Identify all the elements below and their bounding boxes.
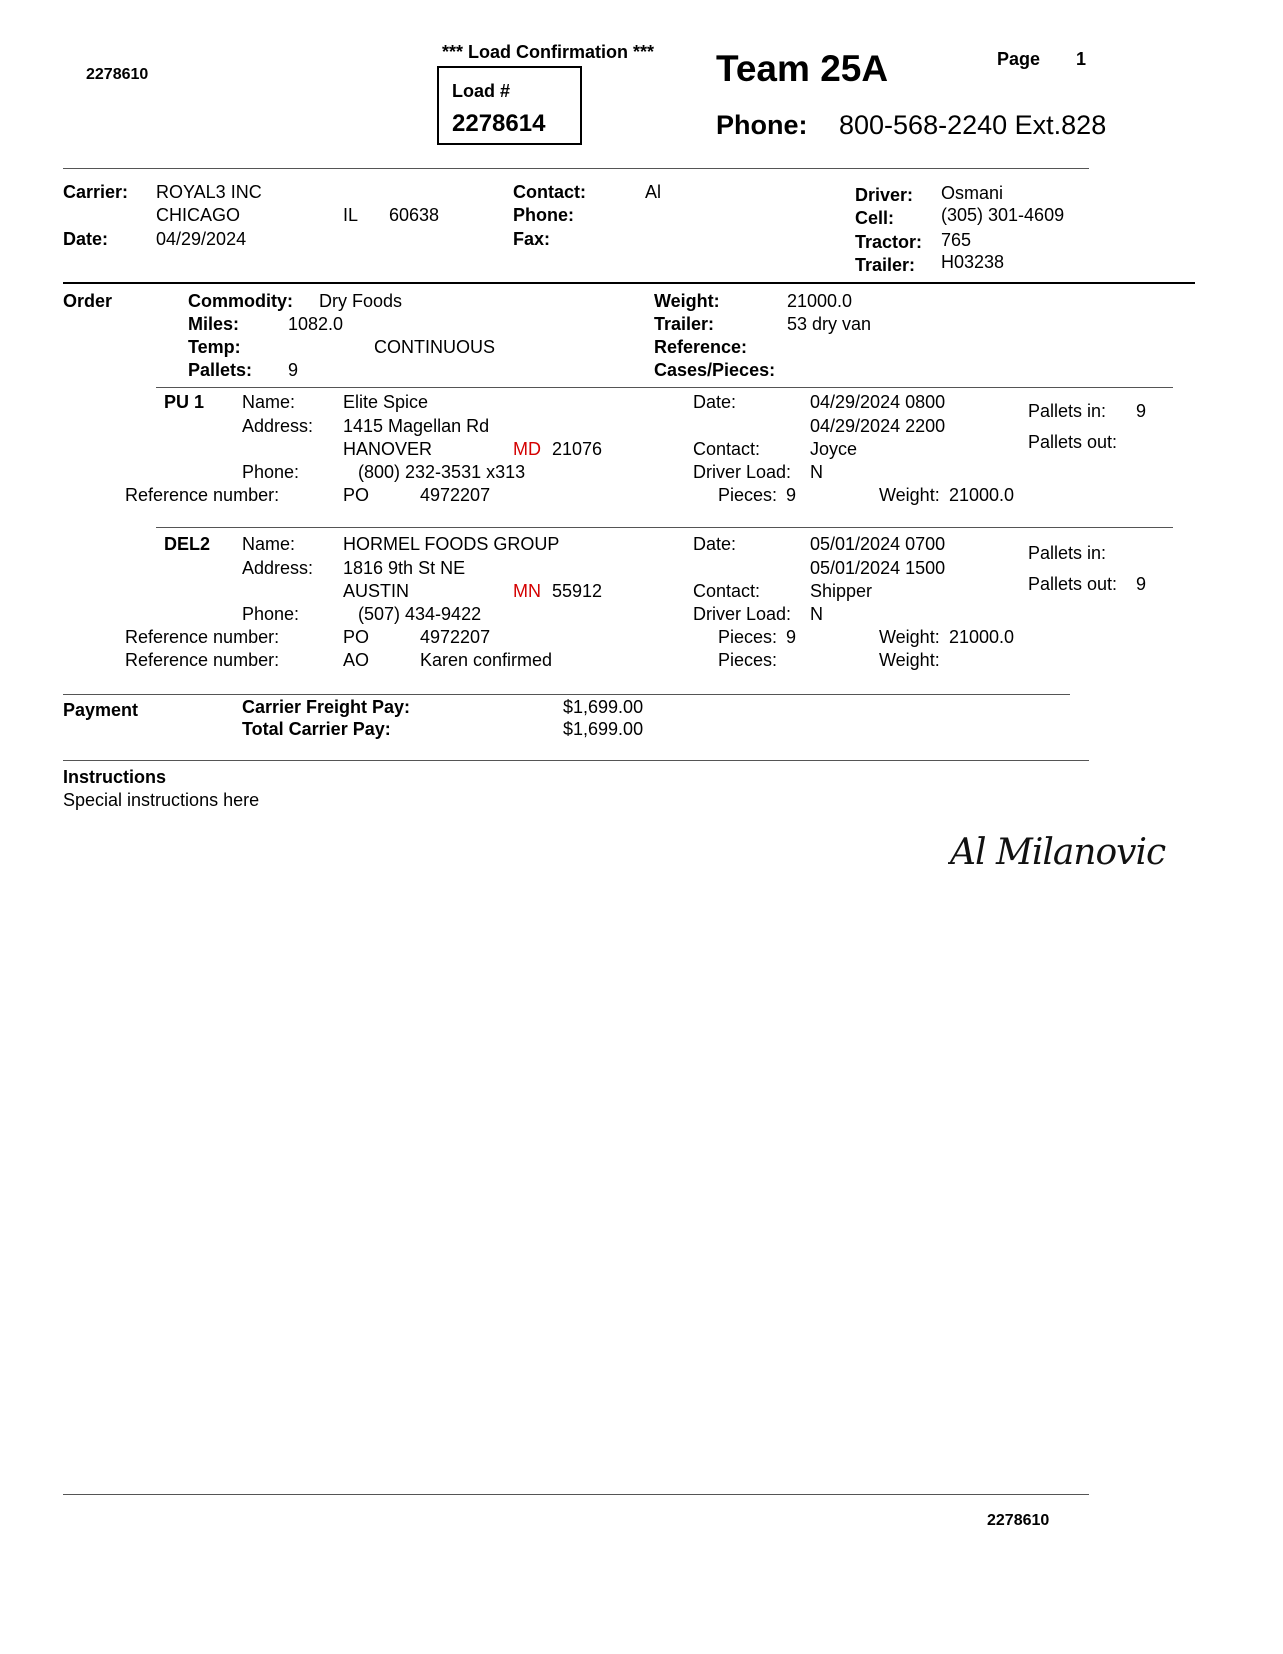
load-number-label: Load # xyxy=(452,81,511,101)
stop-name-label: Name: xyxy=(242,534,296,554)
total-pay: $1,699.00 xyxy=(563,719,644,739)
stop-date-to: 05/01/2024 1500 xyxy=(810,558,946,578)
stop-code: DEL2 xyxy=(164,534,211,554)
load-number: 2278614 xyxy=(452,110,546,137)
pieces-label: Pieces: xyxy=(718,485,778,505)
stop-code: PU 1 xyxy=(164,392,205,412)
stop-address: 1816 9th St NE xyxy=(343,558,466,578)
carrier-state: IL xyxy=(343,205,359,225)
load-number-box xyxy=(437,66,582,145)
driver-load-label: Driver Load: xyxy=(693,604,792,624)
fax-label: Fax: xyxy=(513,229,551,249)
stop-phone: (507) 434-9422 xyxy=(358,604,482,624)
stop-name: HORMEL FOODS GROUP xyxy=(343,534,560,554)
phone-label: Phone: xyxy=(716,110,808,140)
team-name: Team 25A xyxy=(716,48,889,89)
stop-date-from: 04/29/2024 0800 xyxy=(810,392,946,412)
svg-text:Al Milanovic: Al Milanovic xyxy=(950,832,1166,873)
pallets: 9 xyxy=(288,360,299,380)
divider xyxy=(63,1494,1089,1495)
stop-phone-label: Phone: xyxy=(242,604,300,624)
stop-city: AUSTIN xyxy=(343,581,410,601)
commodity: Dry Foods xyxy=(319,291,403,311)
stop-name-label: Name: xyxy=(242,392,296,412)
cell-label: Cell: xyxy=(855,208,895,228)
cases-pieces-label: Cases/Pieces: xyxy=(654,360,776,380)
stop-contact-label: Contact: xyxy=(693,439,761,459)
pallets-label: Pallets: xyxy=(188,360,253,380)
ref-weight: 21000.0 xyxy=(949,627,1015,647)
document-title: *** Load Confirmation *** xyxy=(442,42,655,62)
ref-weight-label: Weight: xyxy=(879,485,940,505)
order-trailer: 53 dry van xyxy=(787,314,872,334)
pallets-out-label: Pallets out: xyxy=(1028,574,1118,594)
order-section-label: Order xyxy=(63,291,113,311)
order-trailer-label: Trailer: xyxy=(654,314,715,334)
pieces-label: Pieces: xyxy=(718,650,778,670)
phone-label: Phone: xyxy=(513,205,574,225)
driver-load: N xyxy=(810,604,823,624)
stop-zip: 55912 xyxy=(552,581,603,601)
stop-contact-label: Contact: xyxy=(693,581,761,601)
pallets-out: 9 xyxy=(1136,574,1147,594)
page-label: Page xyxy=(997,49,1041,69)
stop-state: MD xyxy=(513,439,541,459)
pallets-in: 9 xyxy=(1136,401,1147,421)
divider xyxy=(63,168,1089,169)
divider xyxy=(156,527,1173,528)
trailer-label: Trailer: xyxy=(855,255,916,275)
reference-value: 4972207 xyxy=(420,485,491,505)
pallets-out-label: Pallets out: xyxy=(1028,432,1118,452)
stop-phone: (800) 232-3531 x313 xyxy=(358,462,526,482)
driver-name: Osmani xyxy=(941,183,1004,203)
driver-label: Driver: xyxy=(855,185,914,205)
carrier-label: Carrier: xyxy=(63,182,129,202)
stop-date-label: Date: xyxy=(693,392,737,412)
trailer-number: H03238 xyxy=(941,252,1005,272)
stop-phone-label: Phone: xyxy=(242,462,300,482)
weight-label: Weight: xyxy=(654,291,720,311)
freight-pay: $1,699.00 xyxy=(563,697,644,717)
stop-contact: Joyce xyxy=(810,439,858,459)
divider xyxy=(63,760,1089,761)
stop-contact: Shipper xyxy=(810,581,873,601)
carrier-name: ROYAL3 INC xyxy=(156,182,262,202)
pieces: 9 xyxy=(786,485,797,505)
stop-date-from: 05/01/2024 0700 xyxy=(810,534,946,554)
freight-pay-label: Carrier Freight Pay: xyxy=(242,697,411,717)
signature xyxy=(948,828,1168,878)
tractor-number: 765 xyxy=(941,230,972,250)
miles: 1082.0 xyxy=(288,314,344,334)
company-phone: 800-568-2240 Ext.828 xyxy=(839,110,1107,140)
stop-date-label: Date: xyxy=(693,534,737,554)
contact-label: Contact: xyxy=(513,182,586,202)
ref-weight-label: Weight: xyxy=(879,650,940,670)
temp-label: Temp: xyxy=(188,337,241,357)
commodity-label: Commodity: xyxy=(188,291,293,311)
stop-address-label: Address: xyxy=(242,558,314,578)
carrier-date: 04/29/2024 xyxy=(156,229,247,249)
date-label: Date: xyxy=(63,229,109,249)
driver-cell: (305) 301-4609 xyxy=(941,205,1065,225)
total-pay-label: Total Carrier Pay: xyxy=(242,719,391,739)
pallets-in-label: Pallets in: xyxy=(1028,401,1107,421)
stop-address: 1415 Magellan Rd xyxy=(343,416,490,436)
reference-type: AO xyxy=(343,650,370,670)
driver-load-label: Driver Load: xyxy=(693,462,792,482)
stop-address-label: Address: xyxy=(242,416,314,436)
stop-date-to: 04/29/2024 2200 xyxy=(810,416,946,436)
tractor-label: Tractor: xyxy=(855,232,923,252)
reference-type: PO xyxy=(343,485,370,505)
reference-number-label: Reference number: xyxy=(125,485,280,505)
driver-load: N xyxy=(810,462,823,482)
divider xyxy=(63,694,1070,695)
miles-label: Miles: xyxy=(188,314,240,334)
divider xyxy=(63,282,1195,284)
instructions-label: Instructions xyxy=(63,767,167,787)
carrier-contact: Al xyxy=(645,182,662,202)
pieces: 9 xyxy=(786,627,797,647)
ref-weight-label: Weight: xyxy=(879,627,940,647)
reference-value: Karen confirmed xyxy=(420,650,553,670)
instructions-text: Special instructions here xyxy=(63,790,260,810)
stop-zip: 21076 xyxy=(552,439,603,459)
footer-document-number: 2278610 xyxy=(987,1512,1050,1529)
stop-city: HANOVER xyxy=(343,439,433,459)
ref-weight: 21000.0 xyxy=(949,485,1015,505)
reference-label: Reference: xyxy=(654,337,748,357)
carrier-city: CHICAGO xyxy=(156,205,241,225)
reference-type: PO xyxy=(343,627,370,647)
page-number: 1 xyxy=(1076,49,1087,69)
reference-number-label: Reference number: xyxy=(125,627,280,647)
divider xyxy=(156,387,1173,388)
stop-state: MN xyxy=(513,581,541,601)
reference-number-label: Reference number: xyxy=(125,650,280,670)
reference-value: 4972207 xyxy=(420,627,491,647)
weight: 21000.0 xyxy=(787,291,853,311)
pallets-in-label: Pallets in: xyxy=(1028,543,1107,563)
carrier-zip: 60638 xyxy=(389,205,440,225)
payment-section-label: Payment xyxy=(63,700,139,720)
document-number: 2278610 xyxy=(86,66,149,83)
pieces-label: Pieces: xyxy=(718,627,778,647)
stop-name: Elite Spice xyxy=(343,392,429,412)
temp: CONTINUOUS xyxy=(374,337,495,357)
